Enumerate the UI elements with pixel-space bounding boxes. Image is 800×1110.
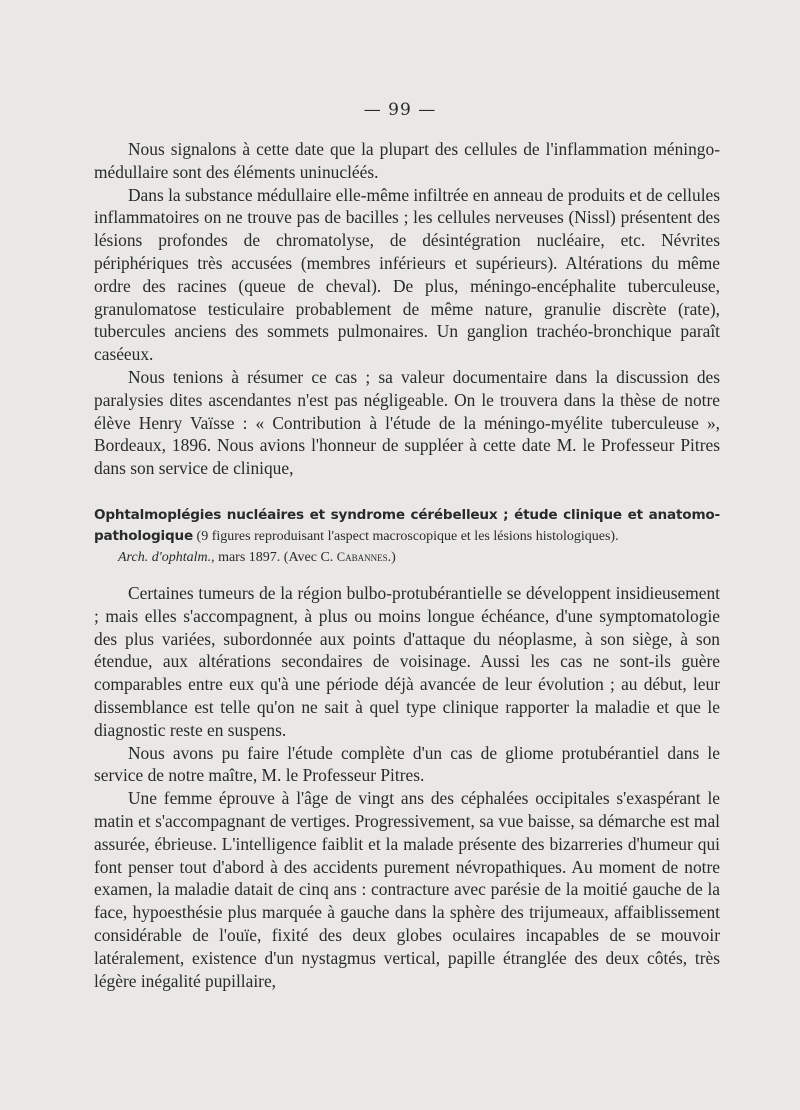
bibliography-entry — [94, 505, 720, 568]
entry-date: , mars 1897. (Avec C. — [211, 550, 337, 565]
paragraph: Une femme éprouve à l'âge de vingt ans des céphalées occipitales s'exaspérant le matin et s'accompagnant de vertiges. Progressivement, sa vue baisse, sa démarche est mal assurée, ébrieuse. L'intelligence faiblit et la malade présente des bizarreries d'humeur qui font penser tout d'abord à des accidents purement névropathiques. Au moment de notre examen, la maladie datait de cinq ans : contracture avec parésie de la moitié gauche de la face, hypoesthésie plus marquée à gauche dans la sphère des trijumeaux, affaiblissement considérable de l'ouïe, fixité des deux globes oculaires incapables de se mouvoir latéralement, existence d'un nystagmus vertical, papille étranglée des deux côtés, très légère inégalité pupillaire, — [94, 788, 720, 991]
entry-closing: .) — [387, 550, 396, 565]
paragraph: Certaines tumeurs de la région bulbo-protubérantielle se développent insidieusement ; mais elles s'accompagnent, à plus ou moins longue échéance, d'une symptomatologie des plus variées, subordonnée aux points d'attaque du néoplasme, à son siège, à son étendue, aux altérations secondaires de voisinage. Aussi les cas ne sont-ils guère comparables entre eux qu'à une période déjà avancée de leur évolution ; au début, leur dissemblance est telle qu'on ne sait à quel type clinique rapporter la maladie et que le diagnostic reste en suspens. — [94, 583, 720, 740]
paragraph: Nous avons pu faire l'étude complète d'un cas de gliome protubérantiel dans le service de notre maître, M. le Professeur Pitres. — [94, 742, 720, 786]
body-text-bottom — [94, 582, 720, 992]
entry-journal: Arch. d'ophtalm. — [118, 550, 212, 565]
entry-coauthor: Cabannes — [336, 550, 388, 564]
entry-citation — [94, 547, 720, 568]
paragraph: Dans la substance médullaire elle-même infiltrée en anneau de produits et de cellules inflammatoires on ne trouve pas de bacilles ; les cellules nerveuses (Nissl) présentent des lésions profondes de chromatolyse, de désintégration nucléaire, etc. Névrites périphériques très accusées (membres inférieurs et supérieurs). Altérations du même ordre des racines (queue de cheval). De plus, méningo-encéphalite tuberculeuse, granulomatose testiculaire probablement de même nature, granulie discrète (rate), tubercules anciens des sommets pulmonaires. Un ganglion trachéo-bronchique paraît caséeux. — [94, 184, 721, 365]
paragraph: Nous tenions à résumer ce cas ; sa valeur documentaire dans la discussion des paralysies dites ascendantes n'est pas négligeable. On le trouvera dans la thèse de notre élève Henry Vaïsse : « Contribution à l'étude de la méningo-myélite tuberculeuse », Bordeaux, 1896. Nous avions l'honneur de suppléer à cette date M. le Professeur Pitres dans son service de clinique, — [94, 366, 720, 479]
entry-description: (9 figures reproduisant l'aspect macroscopique et les lésions histologiques). — [193, 529, 619, 544]
page-number: — 99 — — [363, 100, 437, 120]
paragraph: Nous signalons à cette date que la plupart des cellules de l'inflammation méningo-médullaire sont des éléments uninucléés. — [94, 139, 720, 182]
entry-title: Ophtalmoplégies nucléaires et syndrome cérébelleux ; étude clinique et anatomo-pathologique — [94, 507, 720, 544]
body-text-top — [94, 138, 720, 480]
